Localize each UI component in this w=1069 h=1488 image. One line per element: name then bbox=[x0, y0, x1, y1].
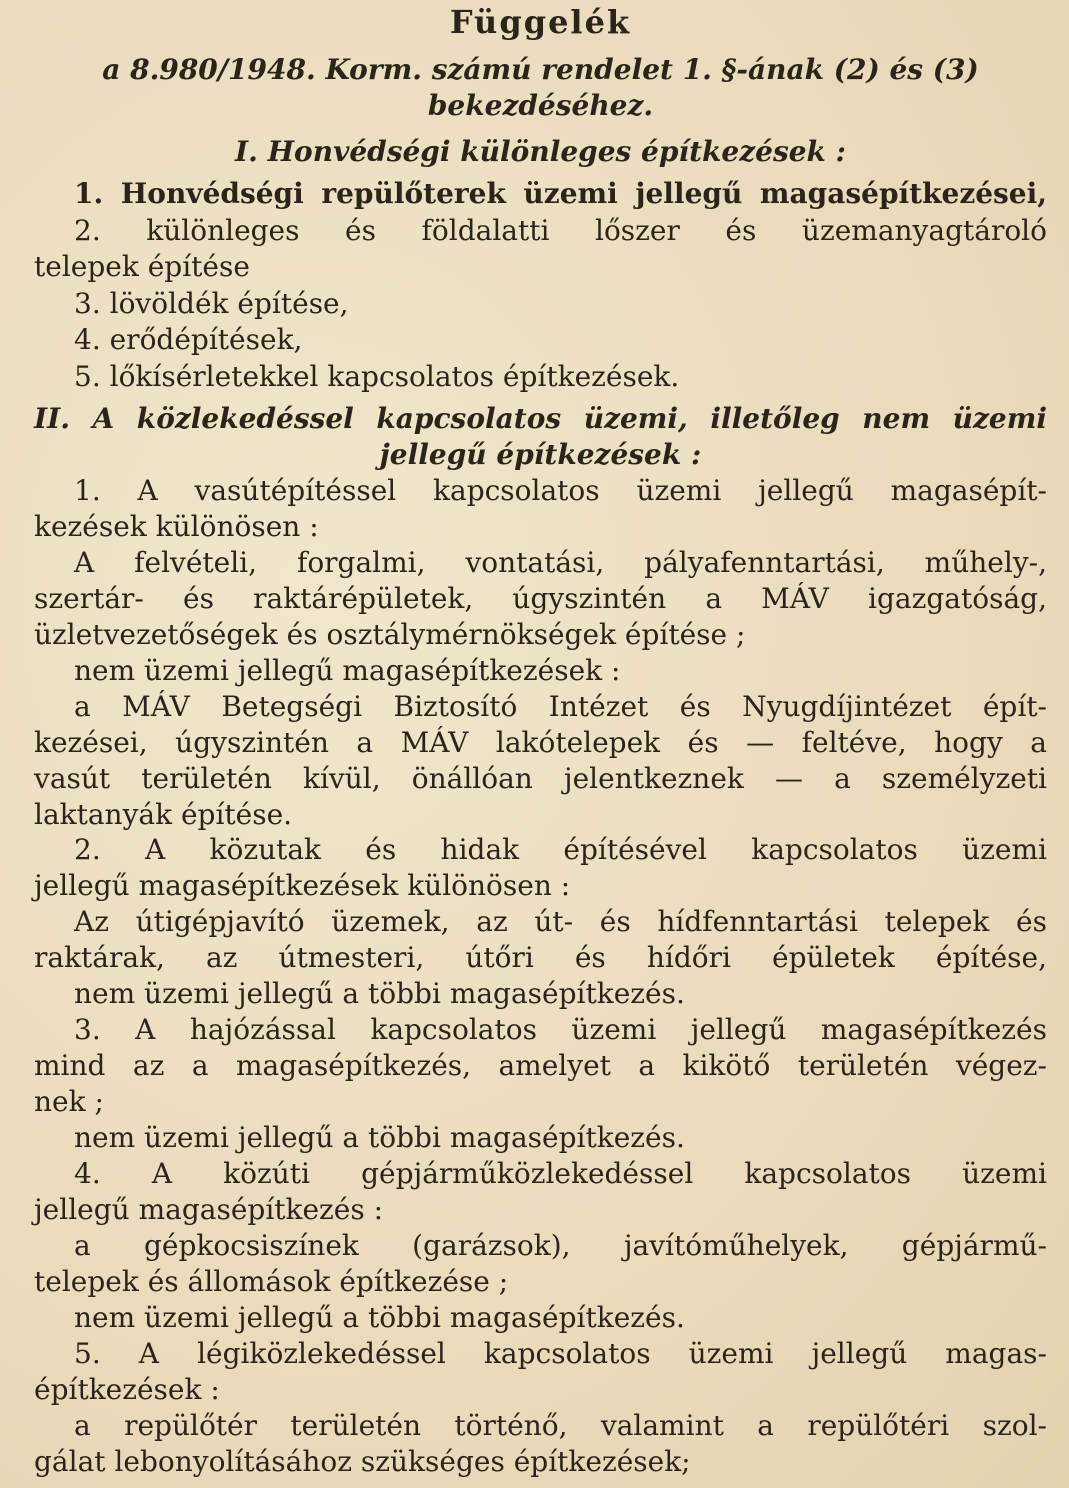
text-line: 4. erődépítések, bbox=[74, 323, 303, 356]
text-line: raktárak, az útmesteri, útőri és hídőri épületek építése, bbox=[34, 941, 1047, 974]
text-line: építkezések : bbox=[34, 1373, 220, 1406]
text-line: kezései, úgyszintén a MÁV lakótelepek és — feltéve, hogy a bbox=[34, 726, 1047, 759]
text-line: 5. A légiközlekedéssel kapcsolatos üzemi jellegű magas- bbox=[74, 1337, 1047, 1370]
text-line: üzletvezetőségek és osztálymérnökségek építése ; bbox=[34, 618, 746, 651]
page-title: Függelék bbox=[449, 3, 632, 41]
subtitle-line-1: a 8.980/1948. Korm. számú rendelet 1. §-ának (2) és (3) bbox=[102, 53, 979, 86]
text-line: 5. lőkísérletekkel kapcsolatos építkezések. bbox=[74, 360, 680, 393]
section-1-heading: I. Honvédségi különleges építkezések : bbox=[234, 135, 847, 168]
text-line: kezések különösen : bbox=[34, 510, 319, 543]
text-line: Az útigépjavító üzemek, az út- és hídfenntartási telepek és bbox=[74, 905, 1047, 938]
text-line: vasút területén kívül, önállóan jelentkeznek — a személyzeti bbox=[34, 762, 1047, 795]
text-line: a repülőtér területén történő, valamint a repülőtéri szol- bbox=[74, 1409, 1047, 1442]
text-line: nem üzemi jellegű magasépítkezések : bbox=[74, 654, 621, 687]
text-line: telepek építése bbox=[34, 250, 250, 283]
text-line: nem üzemi jellegű a többi magasépítkezés. bbox=[74, 1301, 685, 1334]
text-line: a MÁV Betegségi Biztosító Intézet és Nyugdíjintézet épít- bbox=[74, 690, 1047, 723]
text-line: 2. különleges és földalatti lőszer és üzemanyagtároló bbox=[74, 214, 1047, 247]
text-line: telepek és állomások építkezése ; bbox=[34, 1265, 509, 1298]
text-line: 1. Honvédségi repülőterek üzemi jellegű magasépítkezései, bbox=[74, 177, 1047, 210]
text-line: 4. A közúti gépjárműközlekedéssel kapcsolatos üzemi bbox=[74, 1157, 1047, 1190]
text-line: 2. A közutak és hidak építésével kapcsolatos üzemi bbox=[74, 833, 1047, 866]
text-line: nem üzemi jellegű a többi magasépítkezés. bbox=[74, 1121, 685, 1154]
text-line: szertár- és raktárépületek, úgyszintén a MÁV igazgatóság, bbox=[34, 582, 1047, 615]
subtitle-line-2: bekezdéséhez. bbox=[427, 89, 654, 122]
text-line: jellegű magasépítkezések különösen : bbox=[34, 869, 571, 902]
text-line: 3. lövöldék építése, bbox=[74, 287, 349, 320]
text-line: jellegű magasépítkezés : bbox=[34, 1193, 384, 1226]
text-line: nem üzemi jellegű a többi magasépítkezés. bbox=[74, 977, 685, 1010]
section-2-heading-line-1: II. A közlekedéssel kapcsolatos üzemi, illetőleg nem üzemi bbox=[34, 402, 1047, 435]
text-line: laktanyák építése. bbox=[34, 798, 293, 831]
text-line: a gépkocsiszínek (garázsok), javítóműhelyek, gépjármű- bbox=[74, 1229, 1047, 1262]
section-2-heading-line-2: jellegű építkezések : bbox=[379, 438, 702, 471]
text-line: 3. A hajózással kapcsolatos üzemi jellegű magasépítkezés bbox=[74, 1013, 1047, 1046]
text-line: 1. A vasútépítéssel kapcsolatos üzemi jellegű magasépít- bbox=[74, 474, 1047, 507]
text-line: A felvételi, forgalmi, vontatási, pályafenntartási, műhely-, bbox=[74, 546, 1047, 579]
text-line: nek ; bbox=[34, 1085, 104, 1118]
text-line: gálat lebonyolításához szükséges építkezések; bbox=[34, 1445, 691, 1478]
text-line: mind az a magasépítkezés, amelyet a kikötő területén végez- bbox=[34, 1049, 1047, 1082]
